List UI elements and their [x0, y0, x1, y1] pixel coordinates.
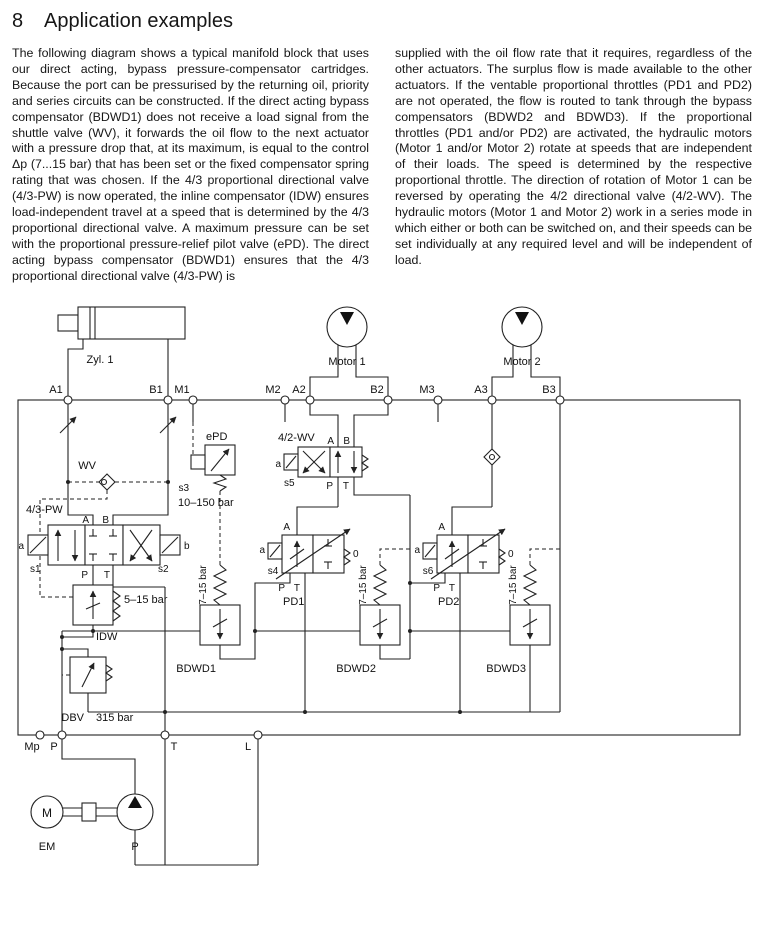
port-label-m2: M2: [265, 383, 281, 396]
v43-port-a-label: A: [82, 514, 89, 526]
pilot-relief-valve-epd: [178, 431, 235, 509]
text-column-left: The following diagram shows a typical manifold block that uses our direct acting, bypass pressure-compensator cartridges. Because the port can be pressurised by the returning oil, priority and series circuits can be constructed. If the direct acting bypass compensator (BDWD1) does not receive a load signal from the shuttle valve (WV), it forwards the oil flow to the next actuator with a pressure drop that, at its maximum, is equal to the control Δp (7...15 bar) that has been set or the fixed compensator spring rating that was chosen. If the 4/3 proportional directional valve (4/3-PW) is now operated, the inline compensator (IDW) ensures load-independent travel at a speed that is determined by the 4/3 proportional directional valve. A maximum pressure can be set with the proportional pressure-relief pilot valve (ePD). The direct acting bypass compensator (BDWD1) ensures that the 4/3 proportional directional valve (4/3-PW) is: [12, 46, 369, 283]
section-number: 8: [12, 10, 24, 32]
bdwd1-range-label: 7–15 bar: [198, 564, 209, 605]
v42-port-t-label: T: [342, 480, 349, 492]
port-label-b1: B1: [149, 383, 163, 396]
idw-label: IDW: [96, 630, 118, 643]
manifold-top-ports: [49, 384, 564, 404]
v42-port-a-label: A: [327, 435, 334, 447]
electric-motor-m-label: M: [42, 805, 52, 820]
bdwd2-label: BDWD2: [336, 662, 376, 675]
pd1-label: PD1: [283, 595, 305, 608]
pd1-zero-label: 0: [353, 548, 359, 560]
motor-1-label: Motor 1: [328, 355, 366, 368]
pd2-port-a-label: A: [438, 521, 445, 533]
s3-label: s3: [178, 482, 189, 494]
compensator-bdwd2: [336, 564, 400, 674]
section-heading: [0, 0, 762, 33]
v43-side-a-label: a: [18, 540, 24, 552]
compensator-idw: [73, 585, 168, 643]
v43-port-t-label: T: [103, 569, 110, 581]
v43-side-b-label: b: [184, 540, 190, 552]
v43-port-b-label: B: [102, 514, 109, 526]
port-label-m1: M1: [174, 383, 190, 396]
page-title: Application examples: [44, 10, 233, 32]
pd1-solenoid-a-label: a: [259, 544, 265, 556]
throttle-pd2: [414, 522, 514, 608]
pd2-zero-label: 0: [508, 548, 514, 560]
motor-2-symbol: [492, 307, 560, 396]
relief-valve-dbv: [61, 657, 133, 724]
s2-label: s2: [158, 563, 169, 575]
port-label-b3: B3: [542, 383, 556, 396]
bdwd2-range-label: 7–15 bar: [358, 564, 369, 605]
s1-label: s1: [30, 563, 41, 575]
check-valve-icon: [60, 417, 176, 433]
pd2-label: PD2: [438, 595, 460, 608]
hydraulic-circuit-diagram: [0, 297, 762, 872]
pd1-port-p-label: P: [278, 582, 285, 594]
cylinder-label: Zyl. 1: [86, 353, 114, 366]
check-valve-a3: [484, 449, 500, 465]
pump-unit: [31, 794, 153, 853]
bdwd1-label: BDWD1: [176, 662, 216, 675]
manifold-bottom-ports: [24, 731, 262, 753]
pd1-port-t-label: T: [293, 582, 300, 594]
dbv-value-label: 315 bar: [96, 711, 134, 724]
v42-solenoid-a-label: a: [275, 458, 281, 470]
s6-label: s6: [422, 565, 434, 577]
s4-label: s4: [267, 565, 279, 577]
shuttle-valve-label: WV: [78, 459, 96, 472]
em-label: EM: [38, 840, 56, 853]
port-label-mp: Mp: [24, 740, 40, 753]
port-label-a1: A1: [49, 383, 63, 396]
motor-2-label: Motor 2: [503, 355, 541, 368]
port-label-a2: A2: [292, 383, 306, 396]
pd2-port-t-label: T: [448, 582, 455, 594]
bdwd3-label: BDWD3: [486, 662, 526, 675]
port-label-p: P: [50, 740, 58, 753]
v43-port-p-label: P: [81, 569, 88, 581]
port-label-l: L: [244, 740, 252, 753]
port-label-t: T: [170, 740, 178, 753]
port-label-b2: B2: [370, 383, 384, 396]
manifold-block-outline: [18, 400, 740, 735]
v42-label: 4/2-WV: [278, 431, 315, 444]
v42-port-p-label: P: [326, 480, 333, 492]
bdwd3-range-label: 7–15 bar: [508, 564, 519, 605]
throttle-pd1: [259, 522, 359, 608]
motor-1-symbol: [310, 307, 388, 396]
compensator-bdwd1: [176, 564, 240, 674]
s5-label: s5: [284, 477, 295, 489]
shuttle-valve-wv: [78, 460, 115, 490]
port-label-m3: M3: [419, 383, 435, 396]
cylinder-zyl1: [58, 307, 185, 396]
epd-label: ePD: [206, 430, 228, 443]
pd1-port-a-label: A: [283, 521, 290, 533]
v43-label: 4/3-PW: [26, 503, 63, 516]
port-label-a3: A3: [474, 383, 488, 396]
pump-p-label: P: [131, 840, 139, 853]
text-column-right: supplied with the oil flow rate that it requires, regardless of the other actuators. The surplus flow is made available to the other actuators. If the ventable proportional throttles (PD1 and PD2) are not operated, the flow is routed to tank through the bypass compensators (BDWD2 and BDWD3). If the proportional throttles (PD1 and/or PD2) are activated, the hydraulic motors (Motor 1 and/or Motor 2) rotate at speeds that are independent of their loads. The speed is determined by the respective proportional throttle. The direction of rotation of Motor 1 can be reversed by operating the 4/2 directional valve (4/2-WV). The hydraulic motors (Motor 1 and Motor 2) work in a series mode in which either or both can be switched on, and their speeds can be set individually at any required level and will be independent of load.: [395, 46, 752, 267]
dbv-label: DBV: [61, 711, 84, 724]
compensator-bdwd3: [486, 564, 550, 674]
pd2-solenoid-a-label: a: [414, 544, 420, 556]
idw-range-label: 5–15 bar: [124, 593, 168, 606]
pd2-port-p-label: P: [433, 582, 440, 594]
body-text: [0, 46, 762, 285]
v42-port-b-label: B: [343, 435, 350, 447]
epd-range-label: 10–150 bar: [178, 496, 234, 509]
